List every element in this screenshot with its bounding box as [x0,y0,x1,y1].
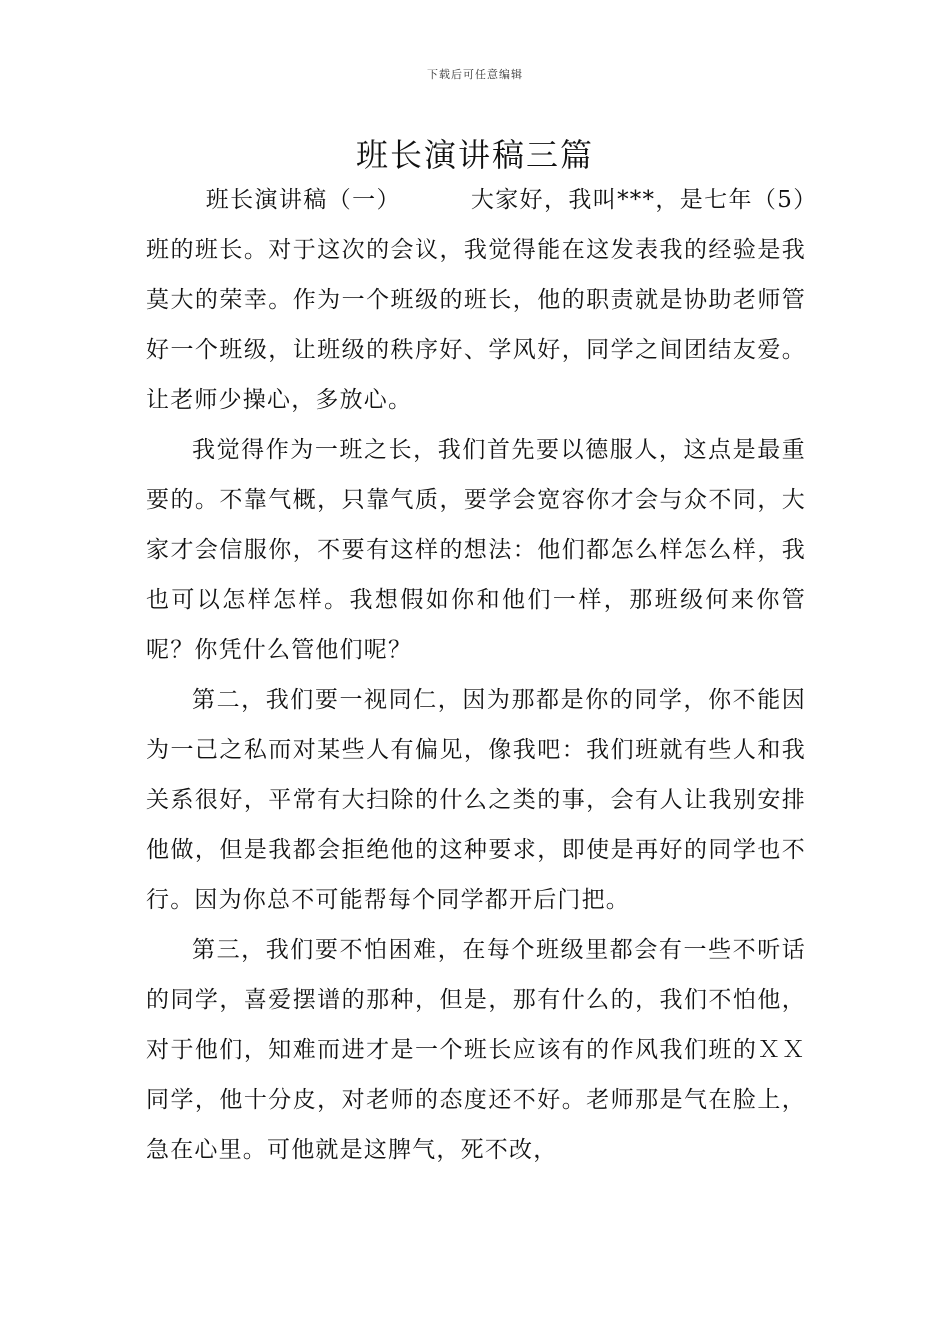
document-title: 班长演讲稿三篇 [355,136,594,174]
paragraph-3: 第二，我们要一视同仁，因为那都是你的同学，你不能因为一己之私而对某些人有偏见，像我吧：我们班就有些人和我关系很好，平常有大扫除的什么之类的事，会有人让我别安排他做，但是我都会拒绝他的这种要求，即使是再好的同学也不行。因为你总不可能帮每个同学都开后门把。 [146,687,806,913]
header-note: 下载后可任意编辑 [427,68,523,81]
section-heading: 班长演讲稿（一） [205,187,401,213]
paragraph-1-text: 大家好，我叫***，是七年（5）班的班长。对于这次的会议，我觉得能在这发表我的经验是我莫大的荣幸。作为一个班级的班长，他的职责就是协助老师管好一个班级，让班级的秩序好、学风好，同学之间团结友爱。让老师少操心，多放心。 [146,187,806,413]
document-body [146,175,806,1175]
paragraph-1 [146,175,806,425]
paragraph-4: 第三，我们要不怕困难，在每个班级里都会有一些不听话的同学，喜爱摆谱的那种，但是，那有什么的，我们不怕他，对于他们，知难而进才是一个班长应该有的作风我们班的ＸＸ同学，他十分皮，对老师的态度还不好。老师那是气在脸上，急在心里。可他就是这脾气，死不改， [146,937,806,1163]
paragraph-2: 我觉得作为一班之长，我们首先要以德服人，这点是最重要的。不靠气概，只靠气质，要学会宽容你才会与众不同，大家才会信服你，不要有这样的想法：他们都怎么样怎么样，我也可以怎样怎样。我想假如你和他们一样，那班级何来你管呢？你凭什么管他们呢？ [146,437,806,663]
